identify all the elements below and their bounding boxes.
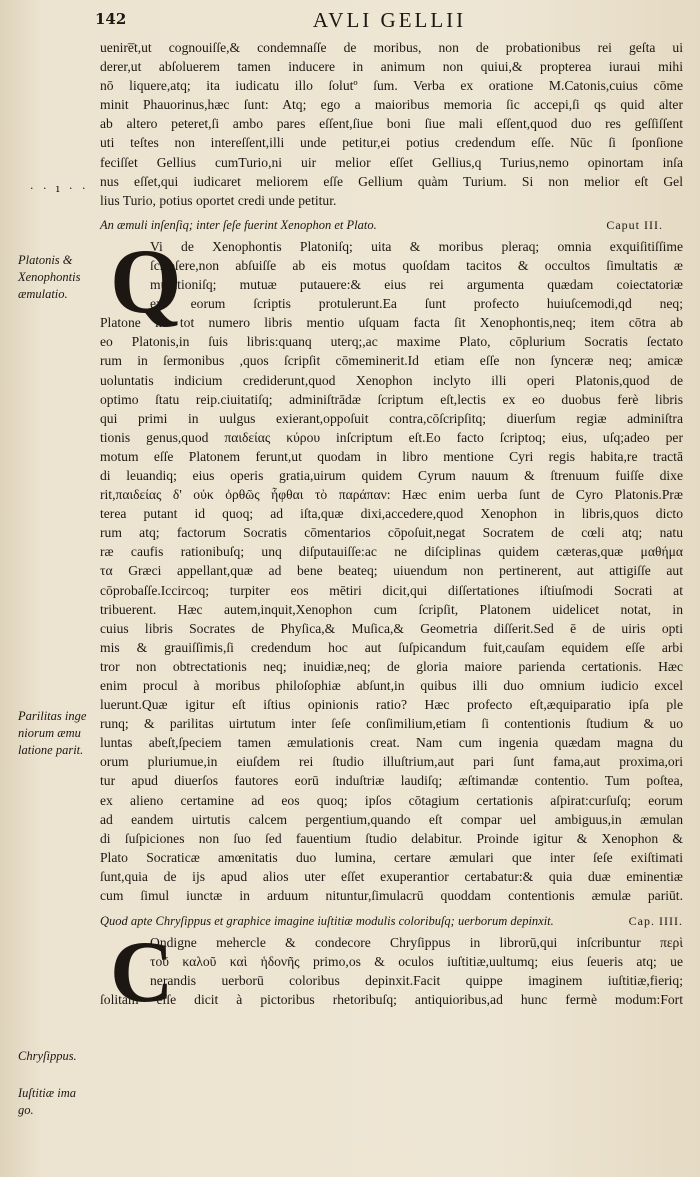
text-line: runq; & parilitas uirtutum inter ſeſe conſimilium,etiam ſi contentionis ſtudium & uo [100,716,683,732]
text-line: Vi de Xenophontis Platoniſq; uita & moribus pleraq; omnia exquiſitiſſime [150,238,683,254]
chapter-4-body [100,924,683,1022]
drop-cap: Q [110,229,182,332]
text-line: derer,ut abſoluerem tamen inducere in animum non quiui,& propterea iuraui mihi [100,59,683,75]
text-line: ab altero peteret,ſi ambo pares eſſent,ſiue boni ſiue mali eſſent,quod duo res geſſiſſent [100,116,683,132]
text-line: τοῦ καλοῦ καὶ ἡδονῆς primo,os & oculos iuſtitiæ,uultumq; eius ſeueris atq; ue [150,954,683,970]
text-line: tionis genus,quod παιδείας κύρου inſcriptum eſt.Eo facto ſcriptoq; eius, uſq;adeo per [100,429,683,445]
section-continuation [100,38,683,210]
chapter-3-heading [100,213,683,237]
text-line: ſunt,quia de ijs apud alios uter eſſet exuperantior certabatur:& quia duæ eminentiæ [100,868,683,884]
margin-note-line: Chryſippus. [18,1049,77,1063]
text-line: minit Phauorinus,hæc ſunt: Atq; ego a maioribus memoria ſic accepi,ſi qs quid alter [100,97,683,113]
margin-note-line: go. [18,1103,34,1117]
margin-note-line: Platonis & [18,253,73,267]
text-line: uti teſtes non intereſſent,illi unde petitur,ei potius credendum eſſe. Nūc ſi ſponſione [100,135,683,151]
text-line: ex alieno certamine ad eos quoq; ipſos cōtagium certationis aſpirat:curſuſq; eorum [100,792,683,808]
text-line: Plato Socraticæ amœnitatis duo lumina, certare æmulari que inter ſeſe exiſtimati [100,849,683,865]
text-line: ræ caufis rationibuſq; unq diſputauiſſe:ac ne diſciplinas quidem cæteras,quæ μαθήμα [100,544,683,560]
text-line: rum atq; factorum Socratis cōmentarios cōpoſuit,negat Socratem de cœli atq; natu [100,525,683,541]
text-line: Platone in tot numero libris mentio uſquam facta ſit Xenophontis,neq; item cōtra ab [100,315,683,331]
text-line: eo Platonis,in ſuis libris:quanq uterq;,ac maxime Plato, cōplurium Socratis ſectato [100,334,683,350]
text-line: enim procul à moribus philoſophiæ abſunt,in quibus illi duo omnium iudicio excel [100,678,683,693]
page-number: 142 [95,10,127,28]
text-line: nus eſſet,qui iudicaret meliorem eſſe Gellium quàm Turium. Si non melior eſt Gel [100,173,683,189]
margin-note-parilitas [18,708,86,759]
margin-note-line: Parilitas inge [18,709,87,723]
chapter-3-body [100,229,683,905]
text-line: nerandis uerborū coloribus depinxit.Facit quippe imaginem iuſtitiæ,fieriq; [150,973,683,989]
text-line: tror non obtrectationis neq; inuidiæ,neq; de gloria maiore parienda certationis. Hæc [100,658,683,674]
text-line: rum in ſermonibus ,quos ſcripſit cōmeminerit.Id etiam eſſe non ſynceræ neq; amicæ [100,353,683,369]
text-line: τα Græci appellant,quæ ad bene beateq; uiuendum non pertinerent, aut attigiſſe aut [100,563,683,579]
text-line: orum pluriumue,in eiuſdem rei ſtudio illuſtrium,aut pari ſunt fama,aut proxima,ori [100,754,683,770]
drop-cap: C [110,924,174,1022]
margin-note-line: æmulatio. [18,287,68,301]
text-line: rit,παιδείας δ' οὐκ ὀρθῶς ἧφθαι τὸ παράπαν: Hæc enim uerba ſunt de Cyro Platonis.Præ [100,487,683,503]
text-line: luntas abeſt,ſpeciem tamen æmulationis creat. Nam cum ingenia quædam magna du [100,735,683,751]
text-line: cōprobaſſe.Iccircoq; turpiter eos mētiri dicit,qui diſſertationes iſtiuſmodi Socrati at [100,582,683,598]
text-block [100,38,683,1022]
text-line: ſolitam eſſe dicit à pictoribus rhetoribuſq; antiquioribus,ad hunc fermè modum:Fort [100,992,683,1008]
text-line: optimo ſtatu reip.ciuitatiſq; adminiſtrādæ ſcriptum eſt,lectis ex eo duobus ferè libris [100,391,683,407]
text-line: tribuerent. Hæc autem,inquit,Xenophon cum ſcripſit, Platonem uidelicet notat, in [100,601,683,617]
text-line: mulationiſq; mutuæ putauere:& eius rei argumenta quædam coiectatoriæ [150,277,683,293]
text-line: luerunt.Quæ igitur eſt iſtius opinionis ratio? Hæc profecto eſt,æquiparatio ipſa ple [100,697,683,713]
text-line: uoluntatis indicium crediderunt,quod Xenophon inclyto illi operi Platonis,quod de [100,372,683,388]
text-line: cum ſimul iunctæ in arduum nituntur,ſimulacrū quoddam contentionis æmulæ pariūt. [100,888,683,904]
text-line: cuius libris Socrates de Phyſica,& Muſica,& Geometria diſſerit.Sed ē de uiris opti [100,620,683,636]
margin-note-line: latione parit. [18,743,84,757]
text-line: qui primi in uulgus exierant,oppoſuit contra,cōſcripſitq; diuerſum regiæ adminiſtra [100,410,683,426]
chapter-number: Caput III. [606,217,663,232]
margin-note-line: Iuſtitiæ ima [18,1086,76,1100]
text-line: feciſſet Gellius cumTurio,ni uir melior eſſet Gellius,q Turius,nemo opinortam inſa [100,154,683,170]
text-line: Ondigne mehercle & condecore Chryſippus in librorū,qui inſcribuntur περὶ [150,935,683,951]
text-line: tur apud diuerſos fautores eorū induſtriæ laudiſq; æſtimandæ contentio. Tum poſtea, [100,773,683,789]
margin-note-platonis [18,252,81,303]
margin-note-line: Xenophontis [18,270,81,284]
text-line: uenire̅t,ut cognouiſſe,& condemnaſſe de moribus, non de probationibus rei geſta ui [100,40,683,55]
chapter-title: Quod apte Chryſippus et graphice imagine iuſtitiæ modulis coloribuſq; uerborum depinxit. [100,914,554,929]
text-line: mis & grauiſſimis,ſi credendum hoc aut ſuſpicandum fuit,cauſam equidem eſſe arbi [100,639,683,655]
page-header [95,8,684,36]
margin-note-line: niorum æmu [18,726,81,740]
running-head: AVLI GELLII [312,8,467,32]
chapter-4-heading [100,909,683,933]
chapter-number: Cap. IIII. [628,914,683,929]
text-line: lius Turio, potius oportet credi unde petitur. [100,192,337,208]
text-line: ſcripſere,non abſuiſſe ab eis motus quoſdam tacitos & occultos ſimultatis æ [150,257,683,273]
text-line: ad eandem uirtutis calcem pergentium,quando eſt compar uel ambiguus,in æmulan [100,811,683,827]
margin-marks: · · ı · · [30,182,89,195]
margin-note-chrysippus [18,1048,77,1119]
text-line: nō liquere,atq; ita iudicatu illo ſolutº ſum. Verba ex oratione M.Catonis,cuius cōme [100,78,683,94]
text-line: motum eſſe Platonem ferunt,ut quodam in libro mentione Cyri regis habita,re tractā [100,448,683,464]
text-line: di leuandiq; eius operis gratia,uirum quidem Cyrum nauum & ſtrenuum fuiſſe dixe [100,467,683,483]
text-line: terea putant id quoq; ad iſta,quæ dixi,accedere,quod Xenophon in libris,quos dicto [100,506,683,522]
chapter-title: An æmuli inſenſiq; inter ſeſe fuerint Xenophon et Plato. [100,217,377,232]
text-line: di ſuſpiciones non ſuo ſed fauentium ſtudio delabitur. Proinde igitur & Xenophon & [100,830,683,846]
text-line: ex eorum ſcriptis protulerunt.Ea ſunt profecto huiuſcemodi,qd neq; [150,296,683,312]
